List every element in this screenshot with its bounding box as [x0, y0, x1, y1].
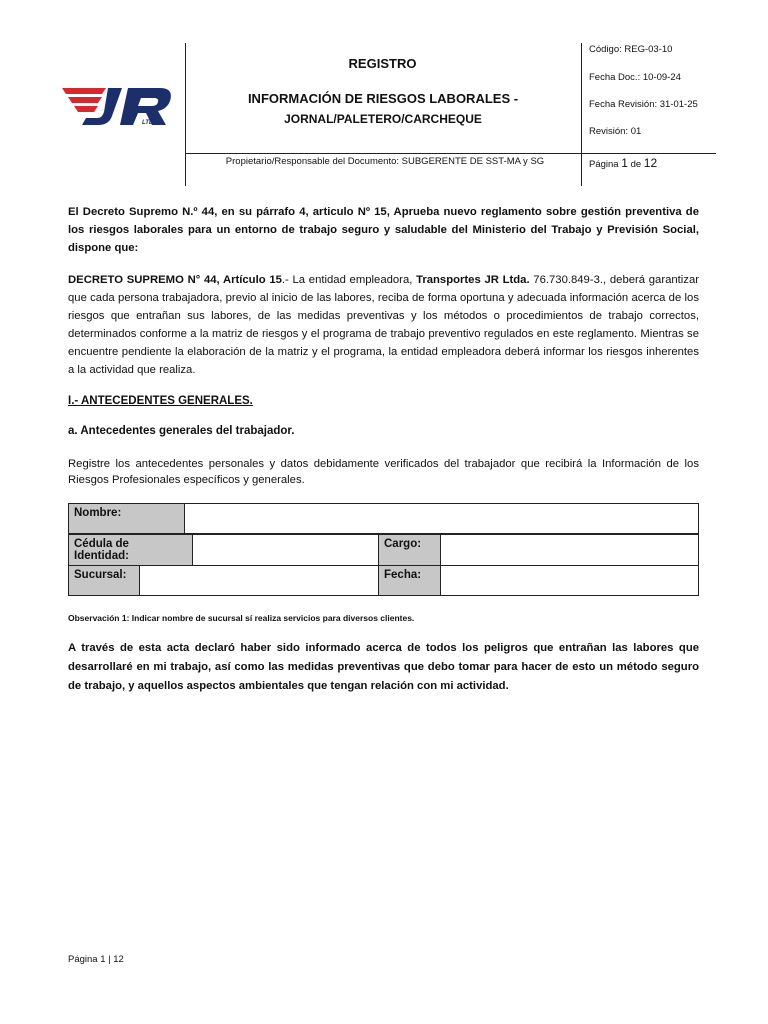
position-field[interactable] [441, 535, 699, 566]
instructions-paragraph: Registre los antecedentes personales y datos debidamente verificados del trabajador que recibirá la Información de los Riesgos Profesionales específicos y generales. [68, 458, 699, 486]
page-footer: Página 1 | 12 [68, 954, 124, 965]
branch-field[interactable] [140, 566, 379, 596]
table-row [69, 566, 699, 596]
branch-label: Sucursal: [69, 566, 140, 596]
doc-code: Código: REG-03-10 [589, 44, 673, 55]
logo-sub-label: LTDA. [142, 120, 160, 126]
decree-text-2: 76.730.849-3., deberá garantizar que cada persona trabajadora, previo al inicio de las labores, reciba de forma oportuna y adecuada información acerca de los riesgos que entrañan sus labores, de las medidas preventivas y los métodos o procedimientos de trabajo correctos, determinados conforme a la matriz de riesgos y el programa de trabajo preventivo regulados en este reglamento. Mientras se encuentre pendiente la elaboración de la matriz y el programa, la entidad empleadora deberá informar los riesgos inherentes a la actividad que realiza. [68, 274, 699, 376]
page-label: Página [589, 159, 619, 170]
position-label: Cargo: [379, 535, 441, 566]
name-field[interactable] [185, 504, 699, 534]
decree-heading: DECRETO SUPREMO N° 44, Artículo 15 [68, 274, 282, 286]
document-owner: Propietario/Responsable del Documento: SUBGERENTE DE SST-MA y SG [225, 156, 545, 167]
table-row [69, 504, 699, 534]
revision-number: Revisión: 01 [589, 126, 642, 137]
company-logo [62, 84, 180, 130]
header-divider-right [581, 43, 582, 186]
page-number: 1 [621, 156, 628, 170]
name-label: Nombre: [69, 504, 185, 534]
id-label: Cédula de Identidad: [69, 535, 193, 566]
worker-branch-table [68, 565, 699, 596]
document-type: REGISTRO [348, 56, 417, 71]
date-label: Fecha: [379, 566, 441, 596]
table-row [69, 535, 699, 566]
decree-text-1: .- La entidad empleadora, [281, 274, 417, 286]
page-indicator [589, 156, 657, 170]
worker-info-table [68, 503, 699, 534]
decree-paragraph [68, 271, 699, 379]
revision-date: Fecha Revisión: 31-01-25 [589, 99, 698, 110]
observation-note: Observación 1: Indicar nombre de sucursal sí realiza servicios para diversos clientes. [68, 613, 415, 623]
company-name: Transportes JR Ltda. [416, 274, 530, 286]
section-heading: I.- ANTECEDENTES GENERALES. [68, 395, 253, 407]
page-of: de [630, 159, 642, 170]
document-title-line1: INFORMACIÓN DE RIESGOS LABORALES - [247, 91, 519, 106]
id-field[interactable] [193, 535, 379, 566]
document-title-line2: JORNAL/PALETERO/CARCHEQUE [284, 112, 482, 126]
date-field[interactable] [441, 566, 699, 596]
worker-id-table [68, 534, 699, 566]
doc-date: Fecha Doc.: 10-09-24 [589, 72, 681, 83]
header-divider-left [185, 43, 186, 186]
intro-paragraph: El Decreto Supremo N.º 44, en su párrafo 4, articulo Nº 15, Aprueba nuevo reglamento sobre gestión preventiva de los riesgos laborales para un entorno de trabajo seguro y saludable del Ministerio del Trabajo y Previsión Social, dispone que: [68, 206, 699, 254]
logo-graphic [62, 84, 180, 130]
header-rule [185, 153, 716, 154]
declaration-paragraph: A través de esta acta declaró haber sido informado acerca de todos los peligros que entrañan las labores que desarrollaré en mi trabajo, así como las medidas preventivas que debo tomar para hacer de esto un método seguro de trabajo, y aquellos aspectos ambientales que tengan relación con mi actividad. [68, 642, 699, 692]
subsection-heading: a. Antecedentes generales del trabajador. [68, 425, 295, 437]
page-total: 12 [643, 156, 658, 170]
